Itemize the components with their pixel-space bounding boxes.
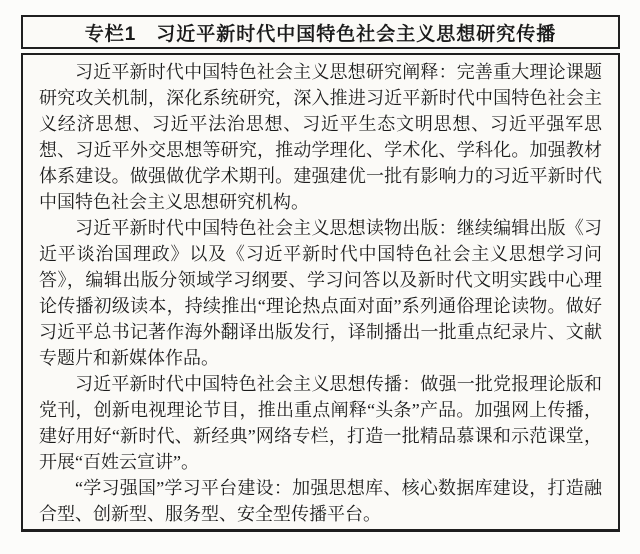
paragraph: 习近平新时代中国特色社会主义思想研究阐释：完善重大理论课题研究攻关机制，深化系统研究，深入推进习近平新时代中国特色社会主义经济思想、习近平法治思想、习近平生态文明思想、习近平强军思想、习近平外交思想等研究，推动学理化、学术化、学科化。加强教材体系建设。做强做优学术期刊。建强建优一批有影响力的习近平新时代中国特色社会主义思想研究机构。 [39,62,602,212]
paragraph: 习近平新时代中国特色社会主义思想传播：做强一批党报理论版和党刊，创新电视理论节目，推出重点阐释“头条”产品。加强网上传播，建好用好“新时代、新经典”网络专栏，打造一批精品慕课和示范课堂，开展“百姓云宣讲”。 [39,374,602,472]
paragraph: “学习强国”学习平台建设：加强思想库、核心数据库建设，打造融合型、创新型、服务型、安全型传播平台。 [39,478,602,524]
panel-title-bar [21,15,620,49]
panel-body-text [21,53,620,532]
paragraph: 习近平新时代中国特色社会主义思想读物出版：继续编辑出版《习近平谈治国理政》以及《习近平新时代中国特色社会主义思想学习问答》，编辑出版分领域学习纲要、学习问答以及新时代文明实践中心理论传播初级读本，持续推出“理论热点面对面”系列通俗理论读物。做好习近平总书记著作海外翻译出版发行，译制播出一批重点纪录片、文献专题片和新媒体作品。 [39,218,602,368]
special-column-panel [21,15,620,532]
panel-title: 专栏1 习近平新时代中国特色社会主义思想研究传播 [84,23,557,45]
